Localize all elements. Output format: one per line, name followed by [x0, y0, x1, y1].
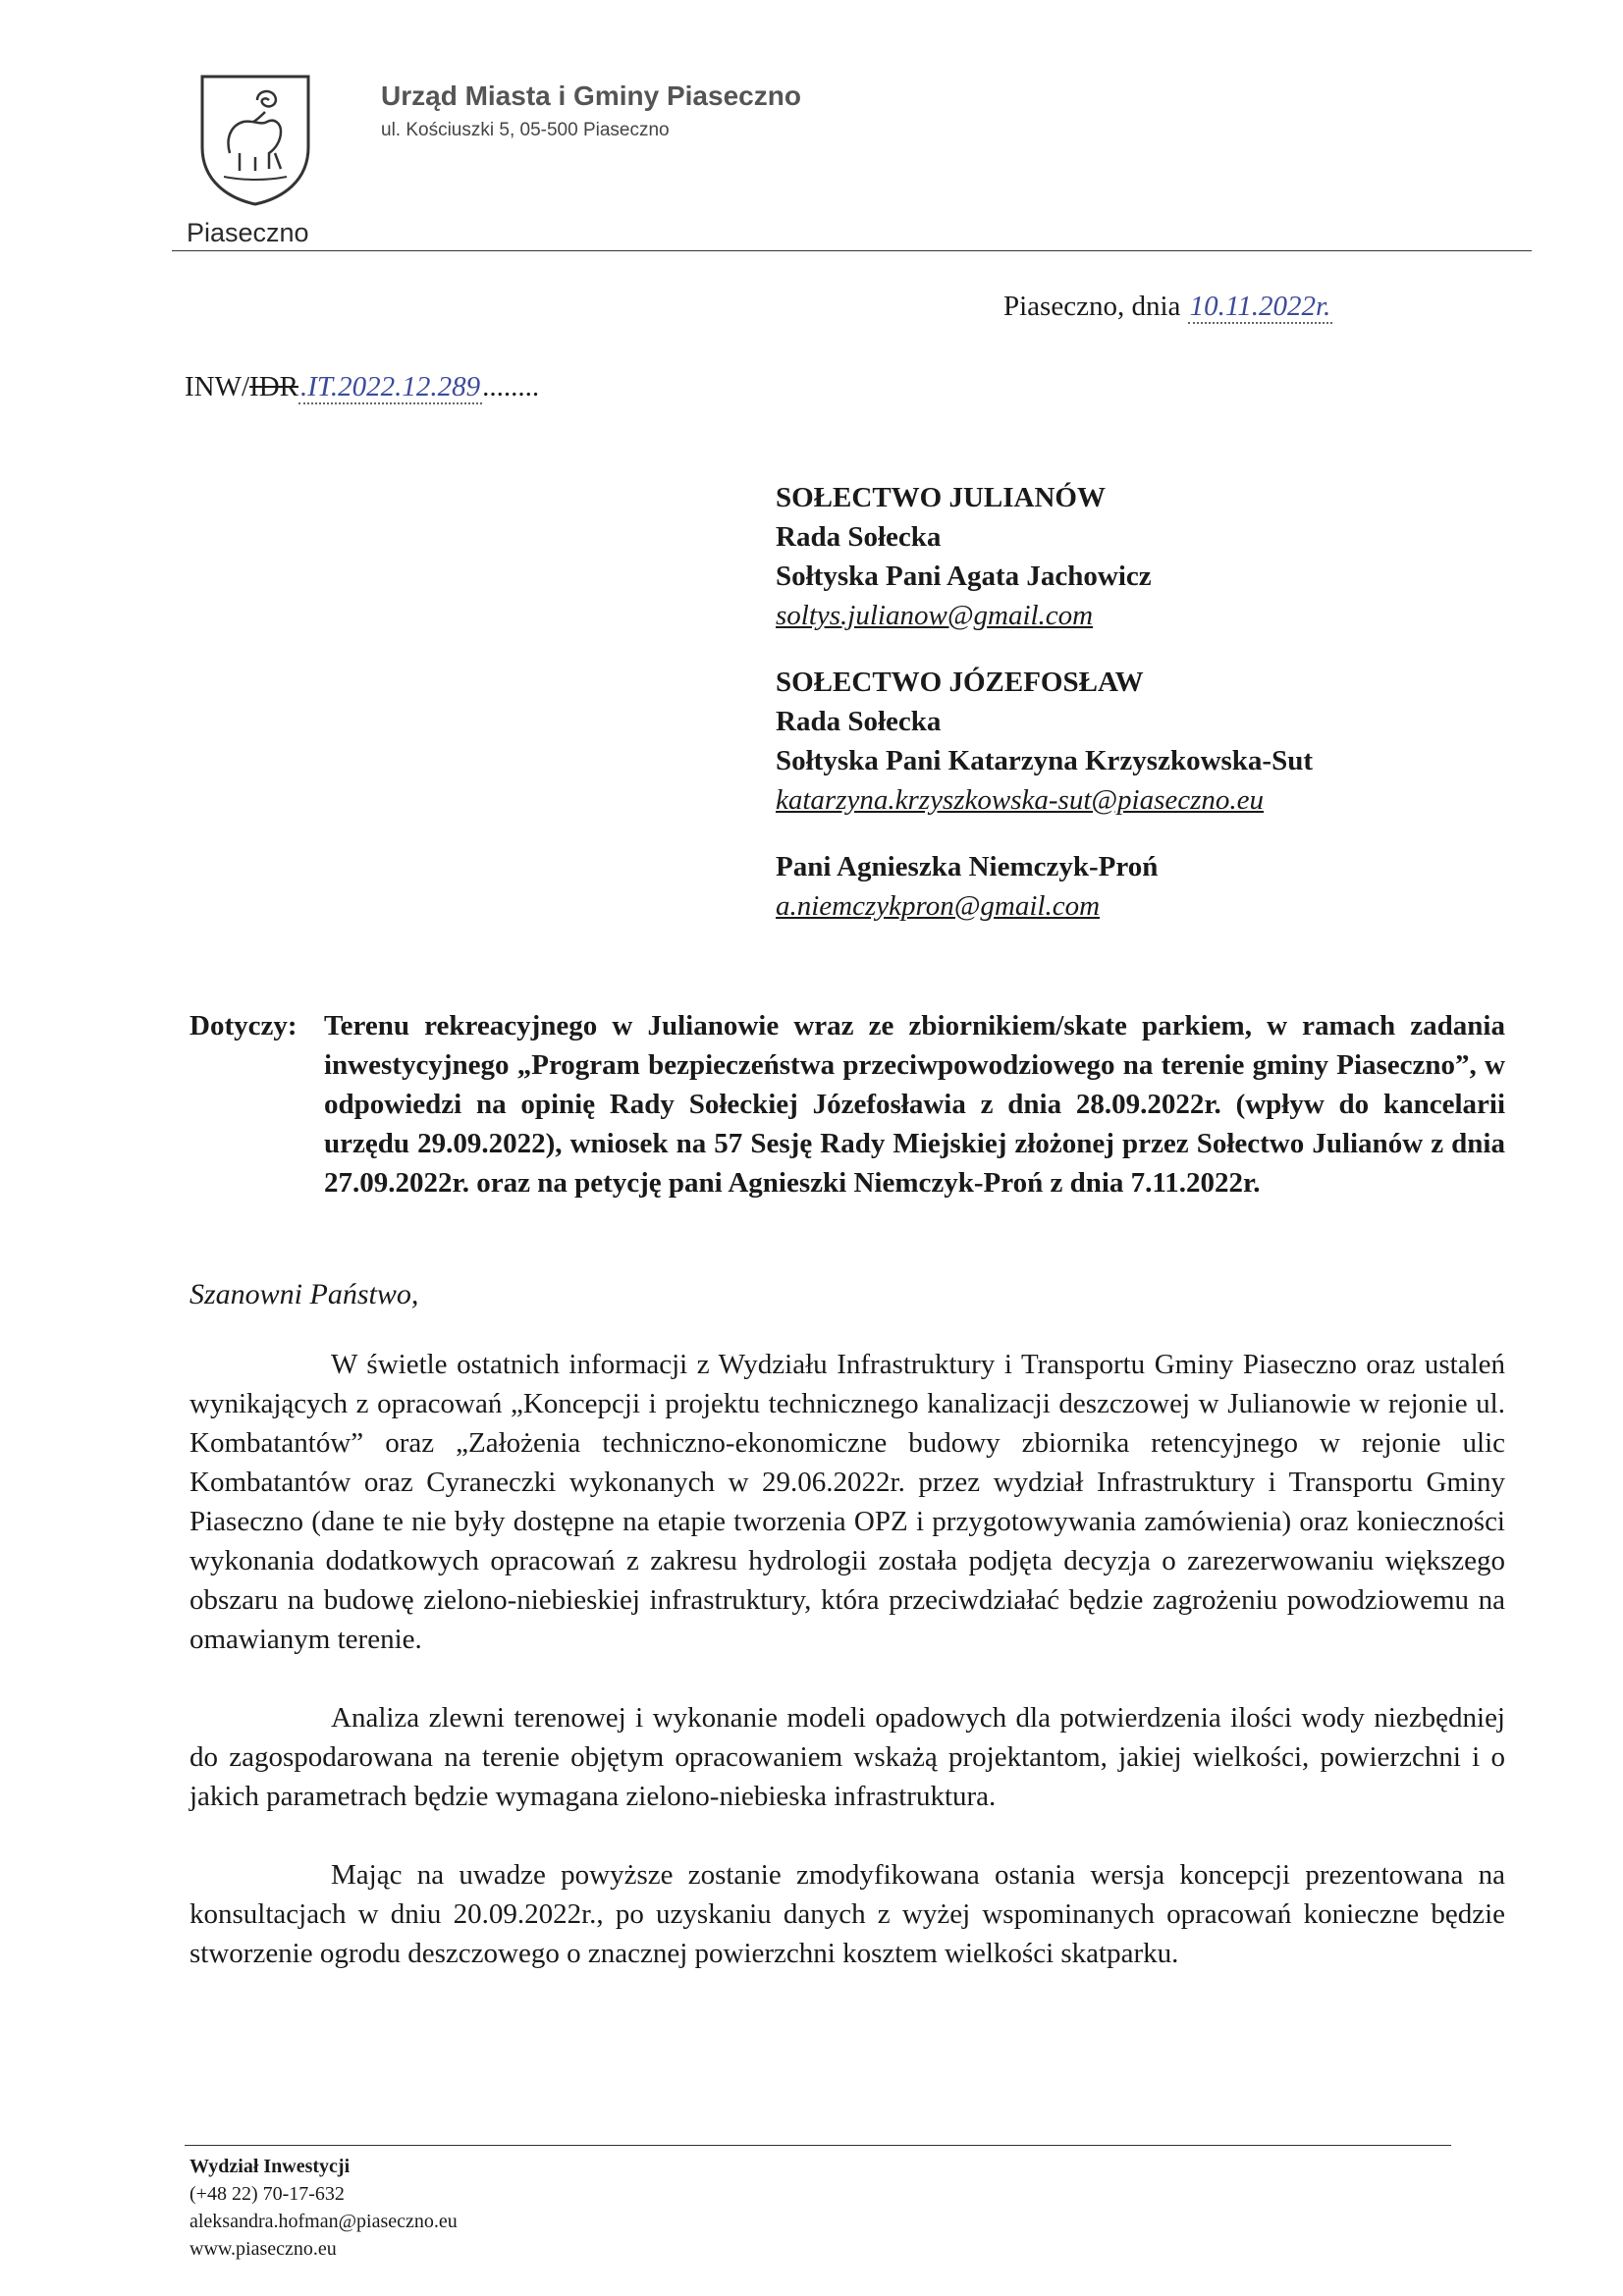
salutation: Szanowni Państwo,	[189, 1278, 419, 1310]
body-paragraph: Mając na uwadze powyższe zostanie zmodyfikowana ostania wersja koncepcji prezentowana na konsultacjach w dniu 20.09.2022r., po uzyskaniu danych z wyżej wspominanych opracowań konieczne będzie stworzenie ogrodu deszczowego o znacznej powierzchni kosztem wielkości skatparku.	[189, 1859, 1505, 1969]
footer-phone: (+48 22) 70-17-632	[189, 2183, 345, 2205]
body-paragraph: W świetle ostatnich informacji z Wydziału Infrastruktury i Transportu Gminy Piaseczno oraz ustaleń wynikających z opracowań „Koncepcji i projektu technicznego kanalizacji deszczowej w Julianowie w rejonie ul. Kombatantów” oraz „Założenia techniczno-ekonomiczne budowy zbiornika retencyjnego w rejonie ulic Kombatantów oraz Cyraneczki wykonanych w 29.06.2022r. przez wydział Infrastruktury i Transportu Gminy Piaseczno (dane te nie były dostępne na etapie tworzenia OPZ i przygotowywania zamówienia) oraz konieczności wykonania dodatkowych opracowań z zakresu hydrologii została podjęta decyzja o zarezerwowaniu większego obszaru na budowę zielono-niebieskiej infrastruktury, która przeciwdziałać będzie zagrożeniu powodziowemu na omawianym terenie.	[189, 1349, 1505, 1655]
reference-dots: ........	[482, 371, 540, 402]
footer-email-link[interactable]: aleksandra.hofman@piaseczno.eu	[189, 2211, 458, 2232]
office-name: Urząd Miasta i Gminy Piaseczno	[381, 80, 801, 111]
header-divider	[172, 250, 1532, 251]
recipient-jozefoslaw	[776, 663, 1522, 820]
reference-prefix: INW/	[185, 371, 250, 402]
recipient-email-link[interactable]: soltys.julianow@gmail.com	[776, 600, 1094, 631]
footer-divider	[185, 2145, 1451, 2146]
recipient-line: SOŁECTWO JULIANÓW	[776, 482, 1106, 513]
recipient-email-link[interactable]: katarzyna.krzyszkowska-sut@piaseczno.eu	[776, 784, 1265, 816]
recipient-line: SOŁECTWO JÓZEFOSŁAW	[776, 667, 1144, 698]
reference-struck: IDR	[249, 371, 298, 402]
body-paragraph: Analiza zlewni terenowej i wykonanie modeli opadowych dla potwierdzenia ilości wody niezbędniej do zagospodarowana na terenie objętym opracowaniem wskażą projektantom, jakiej wielkości, powierzchni i o jakich parametrach będzie wymagana zielono-niebieska infrastruktura.	[189, 1702, 1505, 1812]
subject-label: Dotyczy:	[189, 1010, 298, 1041]
recipient-line: Rada Sołecka	[776, 521, 942, 553]
recipient-email-link[interactable]: a.niemczykpron@gmail.com	[776, 890, 1101, 922]
date-line	[1003, 291, 1332, 323]
recipient-line: Pani Agnieszka Niemczyk-Proń	[776, 851, 1159, 882]
recipient-line: Sołtyska Pani Agata Jachowicz	[776, 561, 1152, 592]
letter-body	[189, 1345, 1505, 2012]
subject-text: Terenu rekreacyjnego w Julianowie wraz ze zbiornikiem/skate parkiem, w ramach zadania inwestycyjnego „Program bezpieczeństwa przeciwpowodziowego na terenie gminy Piaseczno”, w odpowiedzi na opinię Rady Sołeckiej Józefosławia z dnia 28.09.2022r. (wpływ do kancelarii urzędu 29.09.2022), wniosek na 57 Sesję Rady Miejskiej złożonej przez Sołectwo Julianów z dnia 27.09.2022r. oraz na petycję pani Agnieszki Niemczyk-Proń z dnia 7.11.2022r.	[324, 1010, 1505, 1199]
footer-contact	[189, 2153, 458, 2263]
recipient-niemczyk-pron	[776, 847, 1522, 926]
municipal-crest-icon	[196, 71, 314, 208]
handwritten-date: 10.11.2022r.	[1189, 291, 1331, 322]
recipient-line: Rada Sołecka	[776, 706, 942, 737]
crest-label: Piaseczno	[187, 218, 309, 247]
recipient-line: Sołtyska Pani Katarzyna Krzyszkowska-Sut	[776, 745, 1314, 776]
reference-handwritten: .IT.2022.12.289	[299, 371, 481, 402]
footer-department: Wydział Inwestycji	[189, 2156, 351, 2177]
subject-block	[189, 1006, 1505, 1202]
footer-website-link[interactable]: www.piaseczno.eu	[189, 2238, 337, 2260]
recipient-julianow	[776, 478, 1522, 635]
date-prefix: Piaseczno, dnia	[1003, 291, 1188, 322]
office-address: ul. Kościuszki 5, 05-500 Piaseczno	[381, 120, 670, 140]
reference-number	[185, 371, 539, 403]
recipients-block	[776, 478, 1522, 953]
